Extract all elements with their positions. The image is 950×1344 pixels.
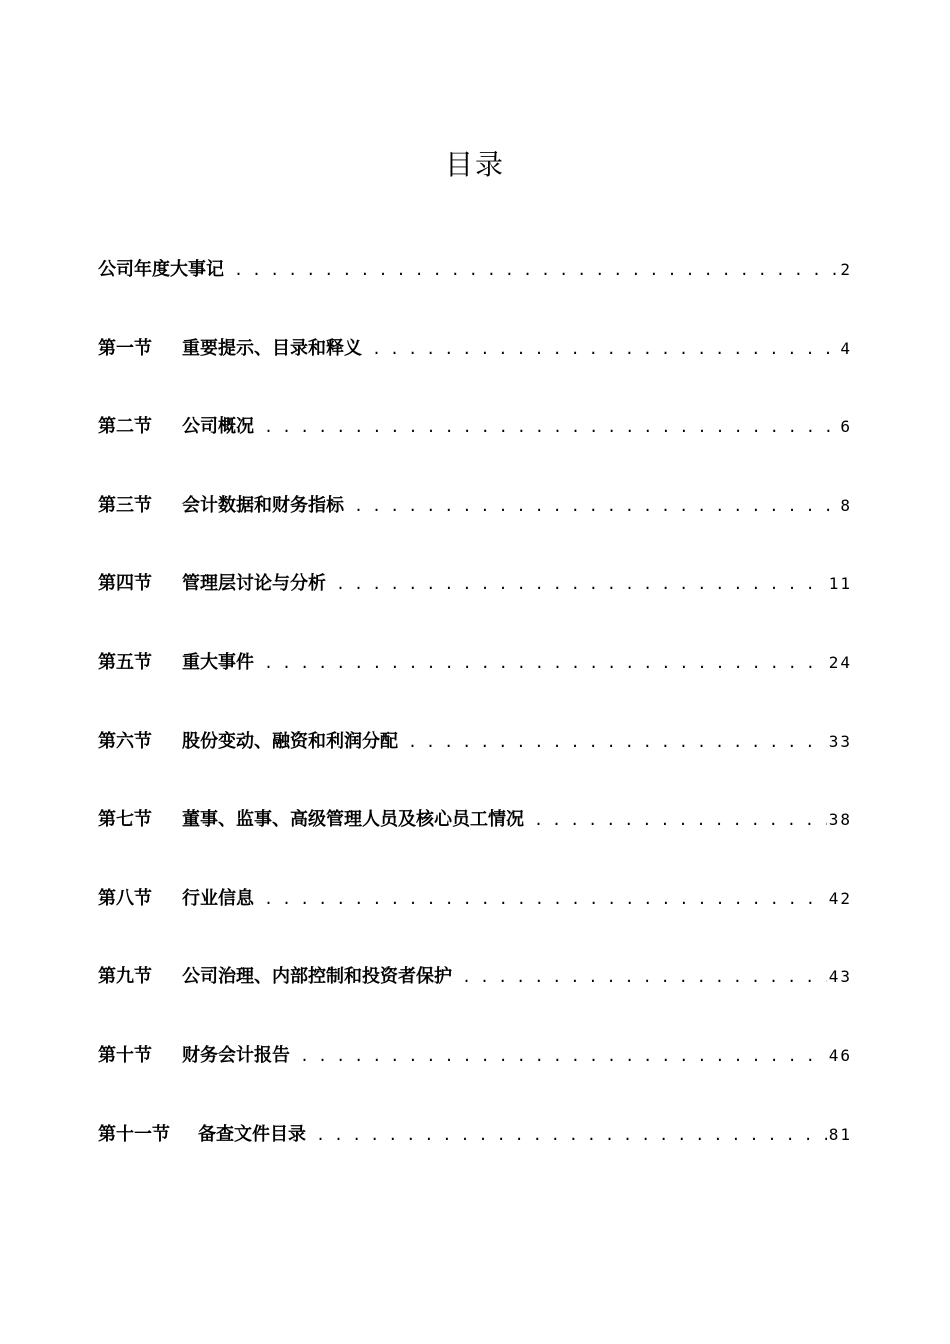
toc-leader-dots <box>354 486 838 526</box>
toc-leader-dots <box>534 800 827 840</box>
toc-leader-dots <box>264 407 838 447</box>
toc-entry[interactable] <box>98 250 850 329</box>
toc-page-number: 4 <box>840 338 852 358</box>
toc-heading: 备查文件目录 <box>198 1123 306 1145</box>
toc-entry[interactable] <box>98 722 850 801</box>
toc-section-number: 第九节 <box>98 966 152 988</box>
toc-heading: 重大事件 <box>182 651 254 673</box>
toc-page-number: 42 <box>828 888 852 908</box>
toc-section-number: 第六节 <box>98 730 152 752</box>
toc-heading: 公司概况 <box>182 416 254 438</box>
toc-entry[interactable] <box>98 957 850 1036</box>
toc-section-number: 第一节 <box>98 337 152 359</box>
toc-section-number: 第五节 <box>98 651 152 673</box>
toc-leader-dots <box>264 643 827 683</box>
toc-page-number: 24 <box>828 652 852 672</box>
toc-heading: 管理层讨论与分析 <box>182 573 326 595</box>
toc-page-number: 11 <box>828 574 852 594</box>
toc-section-number: 第八节 <box>98 887 152 909</box>
toc-heading: 行业信息 <box>182 887 254 909</box>
toc-heading: 公司年度大事记 <box>98 259 224 280</box>
toc-section-number: 第七节 <box>98 809 152 831</box>
toc-section-number: 第四节 <box>98 573 152 595</box>
toc-heading: 股份变动、融资和利润分配 <box>182 730 398 752</box>
toc-heading: 财务会计报告 <box>182 1044 290 1066</box>
toc-heading: 重要提示、目录和释义 <box>182 337 362 359</box>
toc-leader-dots <box>408 722 827 762</box>
toc-page-number: 43 <box>828 967 852 987</box>
toc-entry[interactable] <box>98 486 850 565</box>
toc-leader-dots <box>462 957 827 997</box>
toc-leader-dots <box>372 329 838 369</box>
toc-section-number: 第十节 <box>98 1044 152 1066</box>
toc-entry[interactable] <box>98 800 850 879</box>
toc-entry[interactable] <box>98 329 850 408</box>
toc-leader-dots <box>264 879 827 919</box>
toc-heading: 公司治理、内部控制和投资者保护 <box>182 966 452 988</box>
toc-list <box>98 250 850 1193</box>
toc-entry[interactable] <box>98 1036 850 1115</box>
toc-entry[interactable] <box>98 879 850 958</box>
toc-page-number: 8 <box>840 495 852 515</box>
toc-entry[interactable] <box>98 407 850 486</box>
toc-entry[interactable] <box>98 564 850 643</box>
page-title: 目录 <box>444 148 505 181</box>
toc-leader-dots <box>336 564 827 604</box>
toc-section-number: 第十一节 <box>98 1123 170 1145</box>
toc-section-number: 第二节 <box>98 416 152 438</box>
toc-page-number: 33 <box>828 731 852 751</box>
toc-page-number: 6 <box>840 417 852 437</box>
toc-page-number: 2 <box>840 260 852 279</box>
toc-section-number: 第三节 <box>98 494 152 516</box>
toc-entry[interactable] <box>98 1115 850 1194</box>
toc-heading: 会计数据和财务指标 <box>182 494 344 516</box>
toc-page-number: 81 <box>828 1124 852 1144</box>
toc-leader-dots <box>316 1115 827 1155</box>
toc-leader-dots <box>234 250 838 290</box>
toc-leader-dots <box>300 1036 827 1076</box>
toc-page-number: 38 <box>828 810 852 830</box>
toc-page-number: 46 <box>828 1045 852 1065</box>
toc-heading: 董事、监事、高级管理人员及核心员工情况 <box>182 809 524 831</box>
toc-entry[interactable] <box>98 643 850 722</box>
